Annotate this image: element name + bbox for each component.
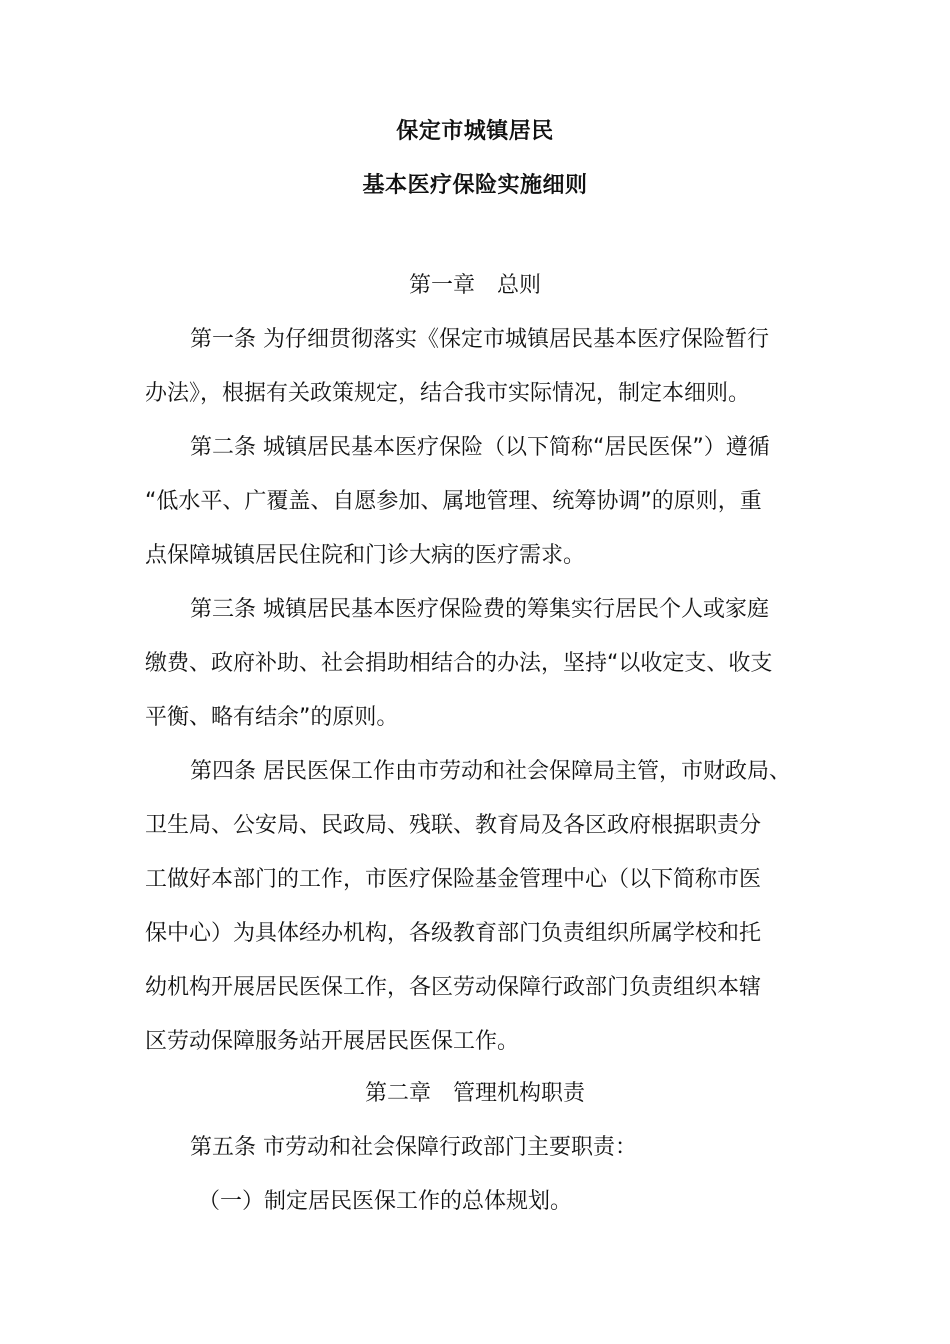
- article-4-line-1: 第四条 居民医保工作由市劳动和社会保障局主管，市财政局、: [190, 759, 791, 784]
- article-4-line-3: 工做好本部门的工作，市医疗保险基金管理中心（以下简称市医: [145, 867, 762, 892]
- article-2-line-1: 第二条 城镇居民基本医疗保险（以下简称“居民医保”）遵循: [190, 435, 770, 460]
- article-4-line-4: 保中心）为具体经办机构，各级教育部门负责组织所属学校和托: [145, 921, 762, 946]
- article-3-line-2: 缴费、政府补助、社会捐助相结合的办法，坚持“以收定支、收支: [145, 651, 773, 676]
- article-4-line-5: 幼机构开展居民医保工作，各区劳动保障行政部门负责组织本辖: [145, 975, 762, 1000]
- article-3-line-1: 第三条 城镇居民基本医疗保险费的筹集实行居民个人或家庭: [190, 597, 769, 622]
- article-5-line-1: 第五条 市劳动和社会保障行政部门主要职责：: [190, 1135, 637, 1160]
- article-1-line-2: 办法》，根据有关政策规定，结合我市实际情况，制定本细则。: [145, 381, 751, 406]
- article-4-line-2: 卫生局、公安局、民政局、残联、教育局及各区政府根据职责分: [145, 813, 762, 838]
- article-2-line-3: 点保障城镇居民住院和门诊大病的医疗需求。: [145, 543, 586, 568]
- document-title-line2: 基本医疗保险实施细则: [362, 173, 588, 198]
- article-1-line-1: 第一条 为仔细贯彻落实《保定市城镇居民基本医疗保险暂行: [190, 327, 769, 352]
- document-title-line1: 保定市城镇居民: [396, 119, 554, 144]
- chapter-heading-2: 第二章 管理机构职责: [364, 1081, 585, 1106]
- article-2-line-2: “低水平、广覆盖、自愿参加、属地管理、统筹协调”的原则，重: [145, 489, 762, 514]
- article-5-item-1: （一）制定居民医保工作的总体规划。: [198, 1189, 573, 1214]
- article-4-line-6: 区劳动保障服务站开展居民医保工作。: [145, 1029, 520, 1054]
- article-3-line-3: 平衡、略有结余”的原则。: [145, 705, 399, 730]
- chapter-heading-1: 第一章 总则: [408, 273, 541, 298]
